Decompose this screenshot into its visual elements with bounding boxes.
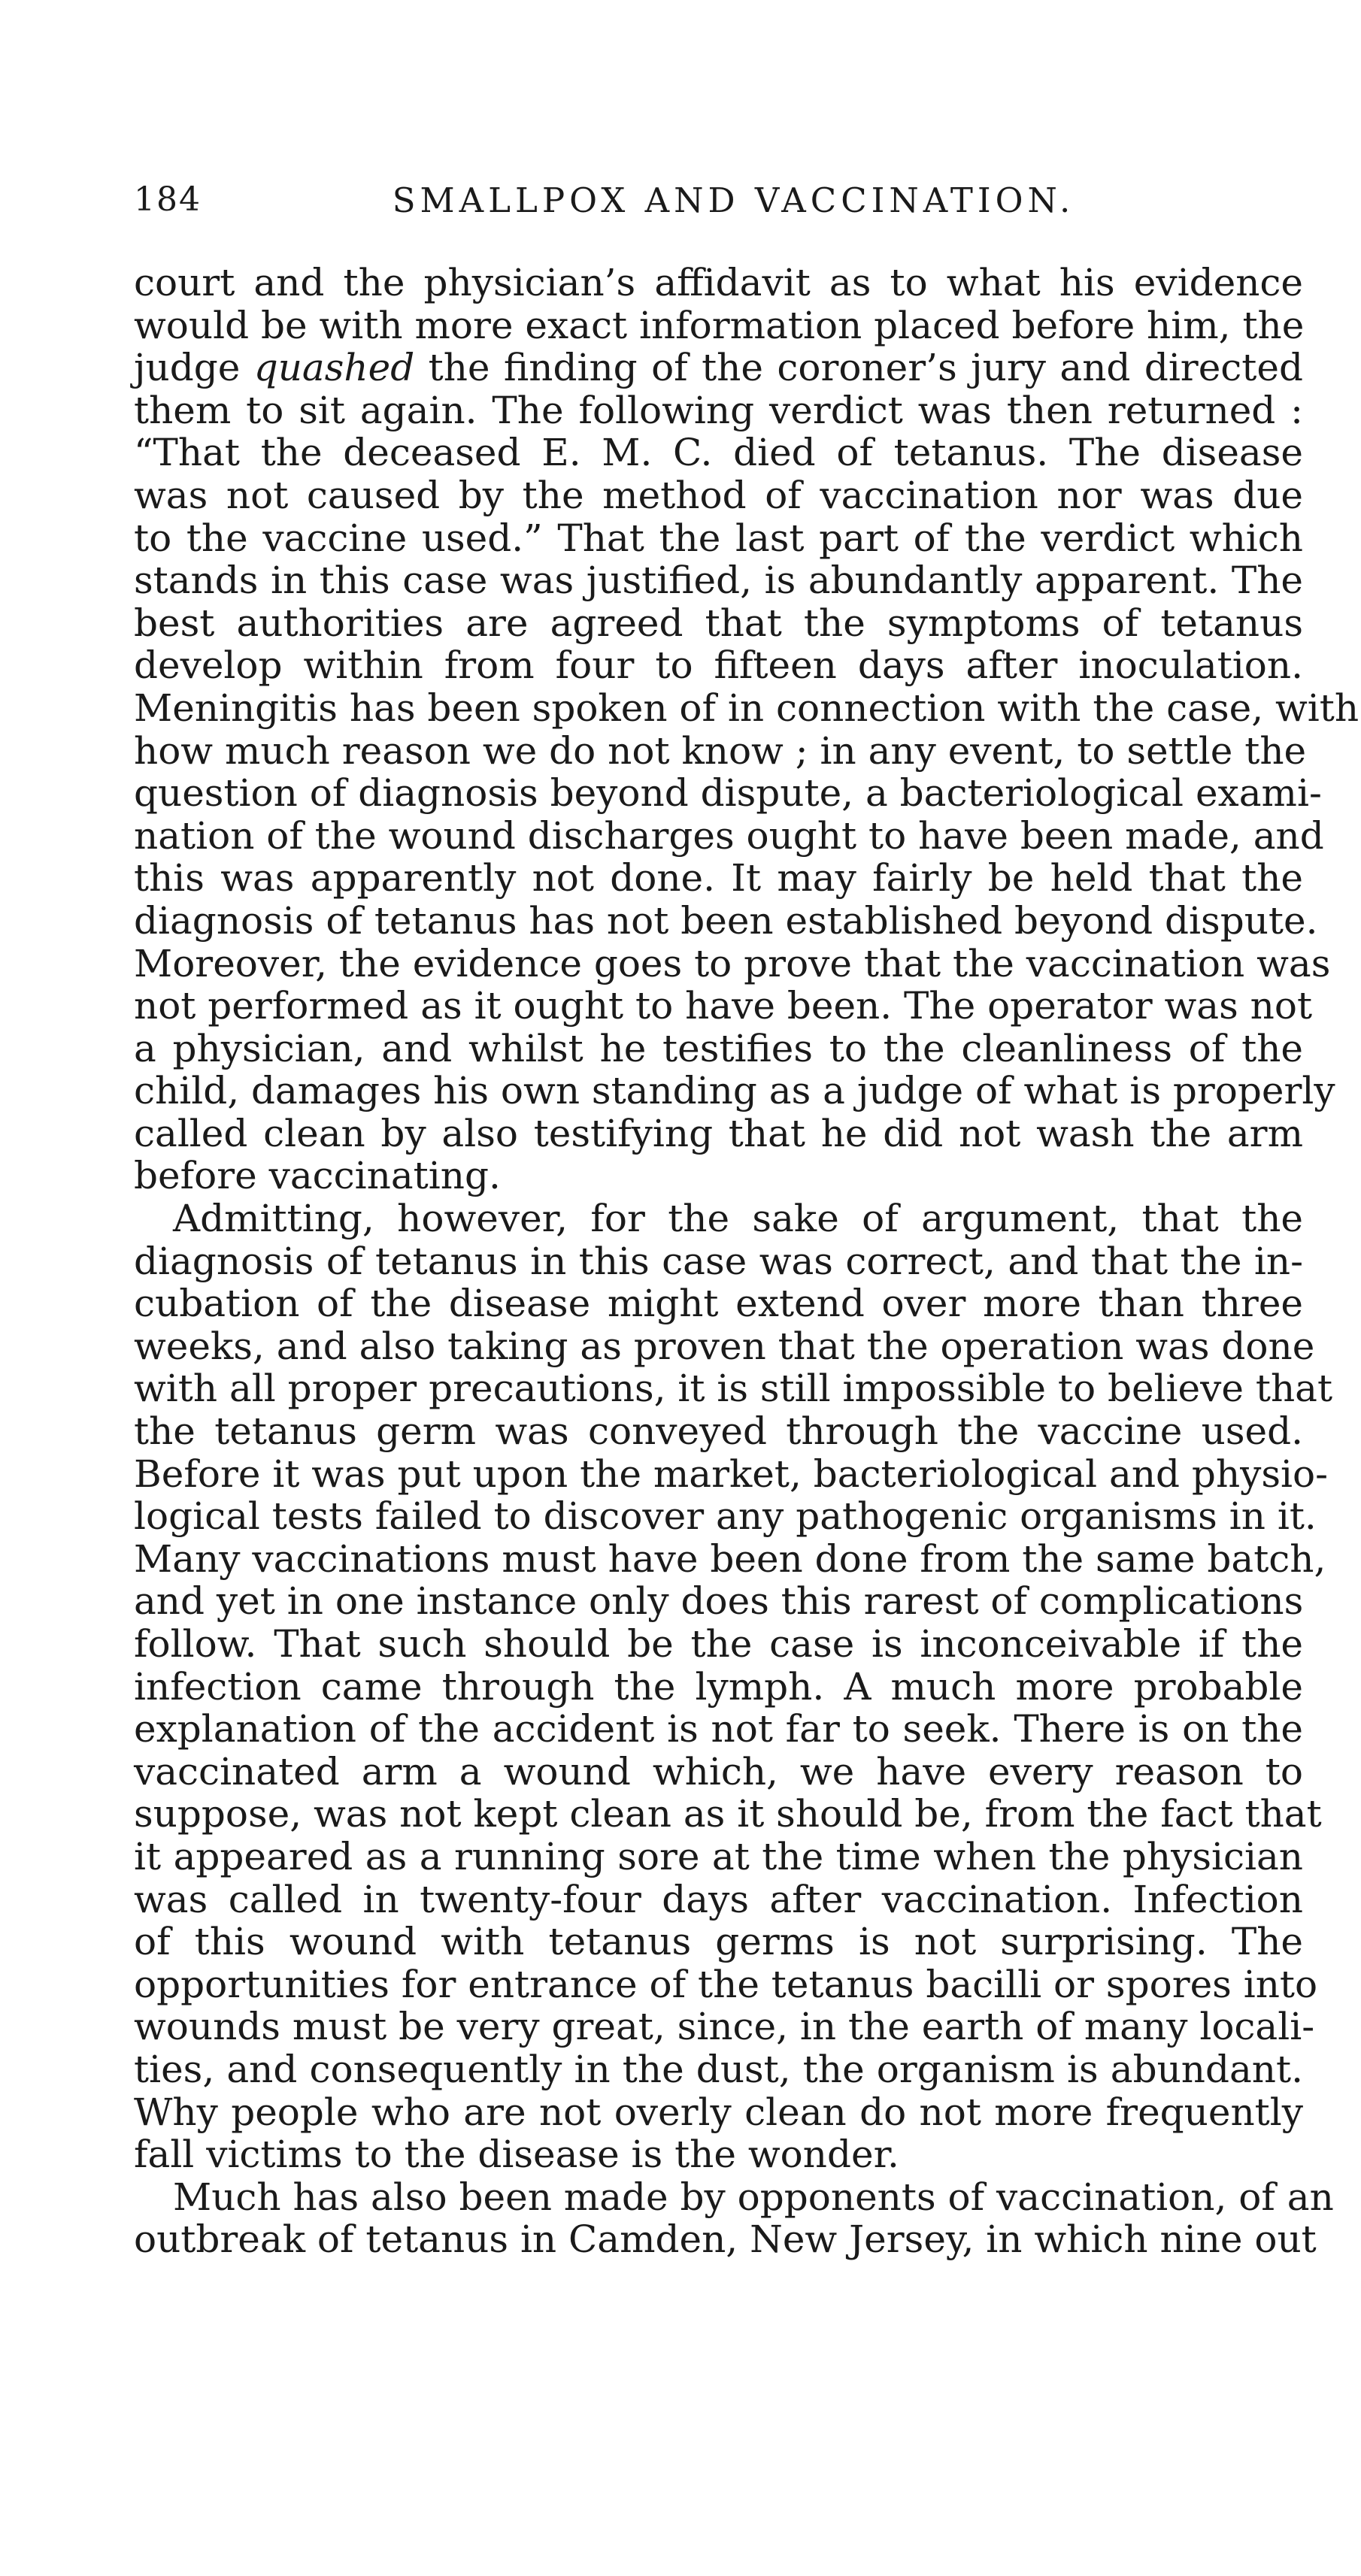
text-line: Many vaccinations must have been done from the same batch, [134, 1536, 1326, 1581]
text-line: Admitting, however, for the sake of argument, that the [173, 1197, 1303, 1241]
text-line: to the vaccine used.” That the last part of the verdict which [134, 516, 1303, 560]
page-number: 184 [134, 180, 202, 219]
text-line: Before it was put upon the market, bacteriological and physio- [134, 1451, 1329, 1496]
text-line: infection came through the lymph. A much more probable [134, 1664, 1303, 1709]
text-line: before vaccinating. [134, 1154, 501, 1198]
text-line: the tetanus germ was conveyed through the vaccine used. [134, 1409, 1303, 1454]
running-head: SMALLPOX AND VACCINATION. [392, 180, 1075, 220]
text-line: nation of the wound discharges ought to have been made, and [134, 813, 1324, 858]
text-line: cubation of the disease might extend over more than three [134, 1282, 1303, 1326]
text-line: explanation of the accident is not far to seek. There is on the [134, 1707, 1303, 1751]
text-line: develop within from four to fifteen days after inoculation. [134, 643, 1303, 688]
text-line: best authorities are agreed that the symptoms of tetanus [134, 601, 1303, 645]
text-line [134, 347, 1303, 389]
text-line: Much has also been made by opponents of vaccination, of an [173, 2175, 1334, 2219]
text-line: child, damages his own standing as a judge of what is properly [134, 1069, 1335, 1113]
body-text [134, 261, 1359, 2262]
text-line: opportunities for entrance of the tetanus bacilli or spores into [134, 1962, 1318, 2006]
text-line: was not caused by the method of vaccination nor was due [134, 473, 1303, 517]
text-line: weeks, and also taking as proven that the operation was done [134, 1324, 1315, 1368]
text-line: was called in twenty-four days after vaccination. Infection [134, 1877, 1303, 1921]
text-line: wounds must be very great, since, in the earth of many locali- [134, 2005, 1315, 2049]
italic-word: quashed [253, 346, 415, 390]
text-line: fall victims to the disease is the wonder. [134, 2133, 899, 2177]
text-line: them to sit again. The following verdict was then returned : [134, 388, 1303, 432]
text-line: not performed as it ought to have been. The operator was not [134, 984, 1313, 1028]
text-line: suppose, was not kept clean as it should be, from the fact that [134, 1792, 1322, 1836]
text-line: would be with more exact information placed before him, the [134, 303, 1305, 347]
text-line: Moreover, the evidence goes to prove that the vaccination was [134, 941, 1331, 985]
text-line: court and the physician’s affidavit as to what his evidence [134, 261, 1303, 304]
text-line: outbreak of tetanus in Camden, New Jersey, in which nine out [134, 2217, 1317, 2262]
text-line: vaccinated arm a wound which, we have every reason to [134, 1749, 1303, 1794]
text-line: Meningitis has been spoken of in connection with the case, with [134, 686, 1359, 730]
text-line: how much reason we do not know ; in any event, to settle the [134, 728, 1307, 773]
text-line: ties, and consequently in the dust, the organism is abundant. [134, 2047, 1303, 2091]
text-line: logical tests failed to discover any pathogenic organisms in it. [134, 1494, 1317, 1539]
text-line: question of diagnosis beyond dispute, a bacteriological exami- [134, 771, 1322, 816]
text-line: “That the deceased E. M. C. died of tetanus. The disease [134, 431, 1303, 475]
text-run: judge [134, 346, 254, 390]
page-header [134, 180, 1303, 233]
text-line: it appeared as a running sore at the time when the physician [134, 1834, 1303, 1878]
text-line: with all proper precautions, it is still impossible to believe that [134, 1367, 1333, 1411]
text-line: a physician, and whilst he testifies to the cleanliness of the [134, 1026, 1303, 1070]
text-line: of this wound with tetanus germs is not surprising. The [134, 1920, 1303, 1964]
text-line: stands in this case was justified, is abundantly apparent. The [134, 558, 1303, 603]
text-line: diagnosis of tetanus has not been established beyond dispute. [134, 898, 1318, 943]
text-line: follow. That such should be the case is inconceivable if the [134, 1622, 1303, 1666]
text-line: Why people who are not overly clean do not more frequently [134, 2090, 1303, 2134]
text-line: diagnosis of tetanus in this case was correct, and that the in- [134, 1239, 1303, 1283]
text-line: this was apparently not done. It may fairly be held that the [134, 856, 1303, 901]
text-line: called clean by also testifying that he did not wash the arm [134, 1111, 1303, 1155]
text-line: and yet in one instance only does this rarest of complications [134, 1579, 1304, 1624]
text-run: the finding of the coroner’s jury and directed [414, 346, 1303, 390]
